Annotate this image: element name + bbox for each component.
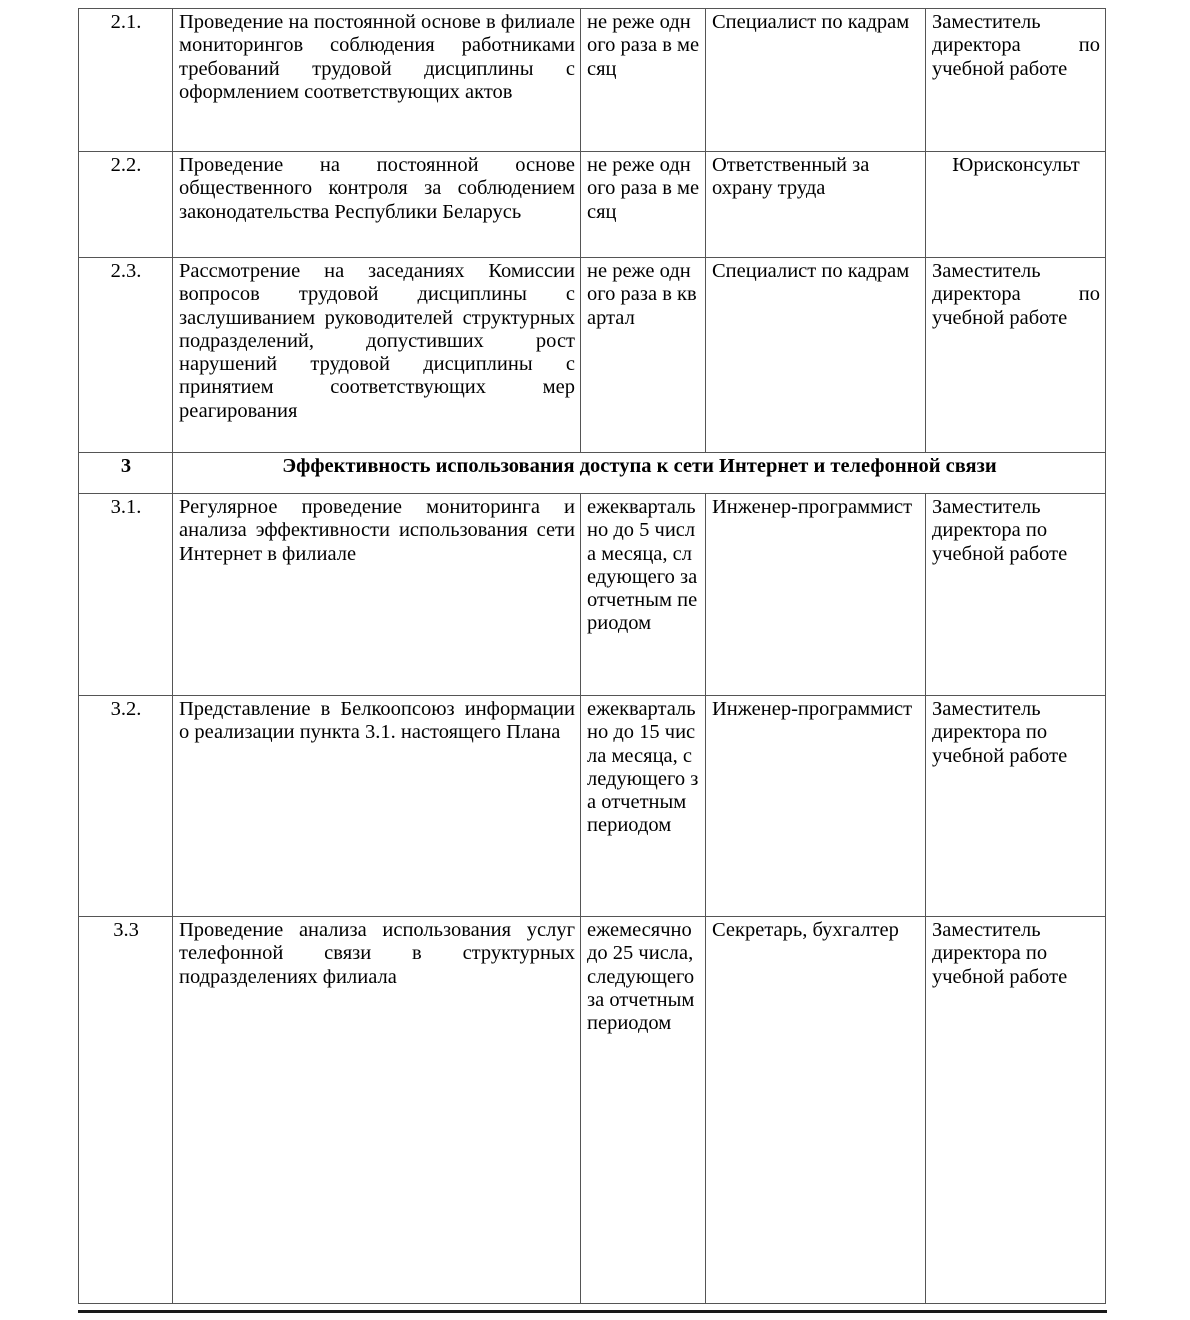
row-term: не реже одного раза в месяц — [581, 9, 706, 152]
section-title: Эффективность использования доступа к сети Интернет и телефонной связи — [173, 453, 1106, 494]
row-number: 3.2. — [79, 696, 173, 917]
row-control: Заместитель директора по учебной работе — [926, 494, 1106, 696]
row-measure: Проведение анализа использования услуг телефонной связи в структурных подразделениях филиала — [173, 917, 581, 1304]
row-number: 2.2. — [79, 152, 173, 258]
row-control: Юрисконсульт — [926, 152, 1106, 258]
row-measure: Проведение на постоянной основе в филиале мониторингов соблюдения работниками требований трудовой дисциплины с оформлением соответствующих актов — [173, 9, 581, 152]
row-number: 2.3. — [79, 258, 173, 453]
row-executor: Инженер-программист — [706, 494, 926, 696]
row-term: не реже одного раза в месяц — [581, 152, 706, 258]
row-control: Заместитель директора по учебной работе — [926, 258, 1106, 453]
row-control: Заместитель директора по учебной работе — [926, 696, 1106, 917]
section-header-row — [79, 453, 1106, 494]
row-number: 3.1. — [79, 494, 173, 696]
row-number: 3.3 — [79, 917, 173, 1304]
row-term: ежеквартально до 5 числа месяца, следующего за отчетным периодом — [581, 494, 706, 696]
row-measure: Регулярное проведение мониторинга и анализа эффективности использования сети Интернет в филиале — [173, 494, 581, 696]
row-control: Заместитель директора по учебной работе — [926, 917, 1106, 1304]
section-number: 3 — [79, 453, 173, 494]
row-number: 2.1. — [79, 9, 173, 152]
row-term: ежеквартально до 15 числа месяца, следующего за отчетным периодом — [581, 696, 706, 917]
table-row — [79, 917, 1106, 1304]
row-measure: Рассмотрение на заседаниях Комиссии вопросов трудовой дисциплины с заслушиванием руководителей структурных подразделений, допустивших рост нарушений трудовой дисциплины с принятием соответствующих мер реагирования — [173, 258, 581, 453]
row-executor: Специалист по кадрам — [706, 258, 926, 453]
table-bottom-rule — [78, 1310, 1107, 1313]
table-row — [79, 696, 1106, 917]
table-row — [79, 494, 1106, 696]
row-executor: Ответственный за охрану труда — [706, 152, 926, 258]
plan-table — [78, 8, 1106, 1304]
row-executor: Специалист по кадрам — [706, 9, 926, 152]
row-control: Заместитель директора по учебной работе — [926, 9, 1106, 152]
table-row — [79, 258, 1106, 453]
table-row — [79, 9, 1106, 152]
row-executor: Секретарь, бухгалтер — [706, 917, 926, 1304]
row-measure: Проведение на постоянной основе общественного контроля за соблюдением законодательства Республики Беларусь — [173, 152, 581, 258]
row-executor: Инженер-программист — [706, 696, 926, 917]
plan-table-body — [79, 9, 1106, 1304]
table-row — [79, 152, 1106, 258]
row-measure: Представление в Белкоопсоюз информации о реализации пункта 3.1. настоящего Плана — [173, 696, 581, 917]
row-term: не реже одного раза в квартал — [581, 258, 706, 453]
row-term: ежемесячно до 25 числа, следующего за отчетным периодом — [581, 917, 706, 1304]
